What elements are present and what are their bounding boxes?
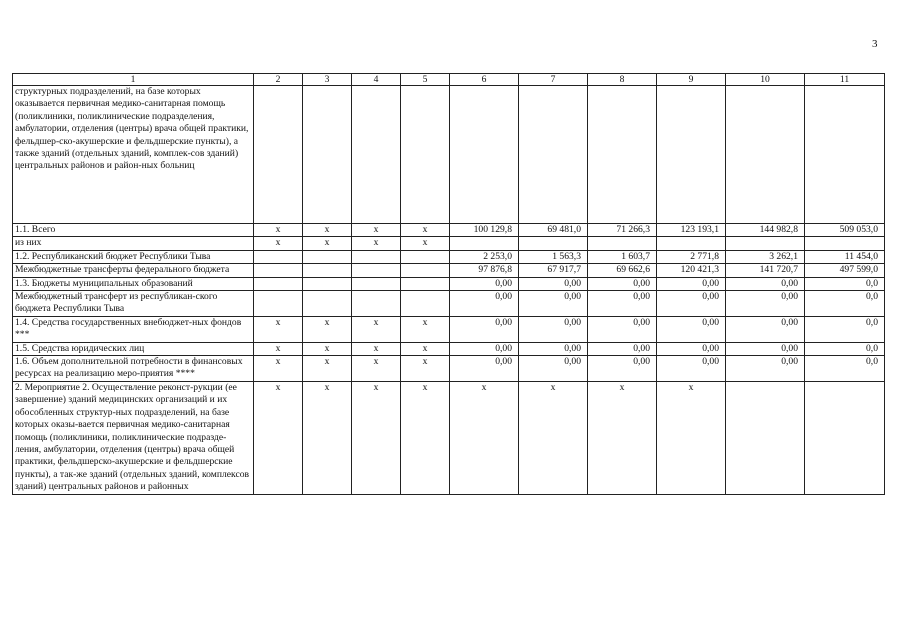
table-cell: х (450, 381, 519, 494)
table-cell: х (303, 342, 352, 355)
table-cell: 0,00 (657, 356, 726, 382)
table-cell: 0,00 (657, 316, 726, 342)
table-cell: х (303, 356, 352, 382)
table-cell: 0,00 (726, 316, 805, 342)
table-cell: х (657, 381, 726, 494)
table-cell: х (352, 224, 401, 237)
table-cell (588, 237, 657, 250)
column-header: 7 (519, 74, 588, 86)
table-cell (352, 264, 401, 277)
table-cell (303, 250, 352, 263)
table-cell: 0,00 (519, 277, 588, 290)
table-cell: х (303, 224, 352, 237)
table-cell: 1 603,7 (588, 250, 657, 263)
table-cell: 0,0 (805, 277, 885, 290)
table-cell (254, 277, 303, 290)
table-cell: 11 454,0 (805, 250, 885, 263)
budget-table (12, 73, 885, 495)
table-cell (588, 86, 657, 224)
table-row (13, 356, 885, 382)
table-cell: 0,00 (588, 291, 657, 317)
column-header: 1 (13, 74, 254, 86)
table-cell: 141 720,7 (726, 264, 805, 277)
table-cell: х (401, 356, 450, 382)
column-number-row (13, 74, 885, 86)
table-cell: 3 262,1 (726, 250, 805, 263)
table-cell: х (254, 237, 303, 250)
table-cell: 0,00 (450, 316, 519, 342)
table-cell: 67 917,7 (519, 264, 588, 277)
table-cell: х (401, 237, 450, 250)
table-cell: 71 266,3 (588, 224, 657, 237)
row-label: 1.1. Всего (13, 224, 254, 237)
table-cell: 0,00 (657, 277, 726, 290)
table-cell: х (352, 356, 401, 382)
table-cell: 0,00 (726, 277, 805, 290)
table-cell: 0,00 (726, 342, 805, 355)
row-label: из них (13, 237, 254, 250)
table-cell (352, 277, 401, 290)
table-cell: 2 771,8 (657, 250, 726, 263)
table-row (13, 86, 885, 224)
table-cell (254, 264, 303, 277)
table-cell (805, 381, 885, 494)
page-number: 3 (872, 38, 878, 50)
column-header: 2 (254, 74, 303, 86)
table-cell: 0,00 (519, 356, 588, 382)
table-cell: х (254, 381, 303, 494)
column-header: 4 (352, 74, 401, 86)
table-cell: 0,00 (450, 342, 519, 355)
table-row (13, 264, 885, 277)
table-cell (401, 277, 450, 290)
table-cell: 0,0 (805, 342, 885, 355)
column-header: 9 (657, 74, 726, 86)
row-label: 1.5. Средства юридических лиц (13, 342, 254, 355)
table-cell: х (401, 381, 450, 494)
table-row (13, 316, 885, 342)
column-header: 5 (401, 74, 450, 86)
table-cell: 0,00 (657, 291, 726, 317)
table-cell (726, 381, 805, 494)
table-cell (303, 291, 352, 317)
table-cell (303, 264, 352, 277)
table-cell: 0,0 (805, 291, 885, 317)
column-header: 8 (588, 74, 657, 86)
table-cell: х (352, 237, 401, 250)
table-cell (657, 237, 726, 250)
table-cell: 0,0 (805, 356, 885, 382)
row-label: 1.6. Объем дополнительной потребности в финансовых ресурсах на реализацию меро-приятия **** (13, 356, 254, 382)
table-cell: х (519, 381, 588, 494)
table-cell (352, 291, 401, 317)
column-header: 3 (303, 74, 352, 86)
table-cell: х (352, 342, 401, 355)
table-cell (726, 237, 805, 250)
table-cell: 69 662,6 (588, 264, 657, 277)
table-cell: 0,00 (519, 316, 588, 342)
table-row (13, 291, 885, 317)
table-cell (352, 86, 401, 224)
table-cell (401, 250, 450, 263)
table-cell: 97 876,8 (450, 264, 519, 277)
row-label: 1.3. Бюджеты муниципальных образований (13, 277, 254, 290)
table-cell: х (588, 381, 657, 494)
table-cell (401, 264, 450, 277)
table-cell (352, 250, 401, 263)
row-label: Межбюджетные трансферты федерального бюджета (13, 264, 254, 277)
row-label: 2. Мероприятие 2. Осуществление реконст-рукции (ее завершение) зданий медицинских организаций и их обособленных структур-ных подразделений, на базе которых оказы-вается первичная медико-санитарная помощь (поликлиники, поликлинические подразде-ления, амбулатории, отделения (центры) врача общей практики, фельдшерско-акушерские и фельдшерские пункты), а так-же зданий (отдельных зданий, комплексов зданий) центральных районов и районных (13, 381, 254, 494)
table-cell: 100 129,8 (450, 224, 519, 237)
table-cell: 123 193,1 (657, 224, 726, 237)
table-cell: 0,00 (519, 342, 588, 355)
table-cell: 0,00 (588, 316, 657, 342)
table-cell (657, 86, 726, 224)
table-cell: х (254, 316, 303, 342)
table-cell: 509 053,0 (805, 224, 885, 237)
table-cell: х (401, 224, 450, 237)
table-cell: х (303, 381, 352, 494)
table-cell: х (401, 342, 450, 355)
table-row (13, 250, 885, 263)
table-cell (519, 86, 588, 224)
column-header: 11 (805, 74, 885, 86)
table-cell: 0,00 (519, 291, 588, 317)
table-row (13, 342, 885, 355)
table-cell: х (254, 224, 303, 237)
row-label: 1.4. Средства государственных внебюджет-ных фондов *** (13, 316, 254, 342)
table-cell: 144 982,8 (726, 224, 805, 237)
table-cell (401, 291, 450, 317)
table-row (13, 237, 885, 250)
table-cell: 0,0 (805, 316, 885, 342)
table-row (13, 224, 885, 237)
column-header: 10 (726, 74, 805, 86)
table-cell (254, 291, 303, 317)
table-cell: 0,00 (450, 277, 519, 290)
table-cell: 69 481,0 (519, 224, 588, 237)
table-cell: х (303, 316, 352, 342)
table-cell (450, 86, 519, 224)
table-cell: 2 253,0 (450, 250, 519, 263)
table-cell (805, 237, 885, 250)
table-cell: 0,00 (450, 356, 519, 382)
table-cell (726, 86, 805, 224)
table-cell: 0,00 (726, 291, 805, 317)
row-label: структурных подразделений, на базе которых оказывается первичная медико-санитарная помощь (поликлиники, поликлинические подразделения, амбулатории, отделения (центры) врача общей практики, фельдшер-ско-акушерские и фельдшерские пункты), а также зданий (отдельных зданий, комплек-сов зданий) центральных районов и район-ных больниц (13, 86, 254, 224)
table-cell: х (401, 316, 450, 342)
table-cell: 497 599,0 (805, 264, 885, 277)
table-cell: х (254, 342, 303, 355)
table-cell: 0,00 (450, 291, 519, 317)
table-cell: 0,00 (726, 356, 805, 382)
table-cell (254, 250, 303, 263)
table-cell: х (352, 381, 401, 494)
column-header: 6 (450, 74, 519, 86)
table-row (13, 381, 885, 494)
table-cell: х (303, 237, 352, 250)
table-cell (254, 86, 303, 224)
table-cell: х (254, 356, 303, 382)
table-cell (519, 237, 588, 250)
row-label: 1.2. Республиканский бюджет Республики Тыва (13, 250, 254, 263)
table-cell: 120 421,3 (657, 264, 726, 277)
table-cell: 0,00 (657, 342, 726, 355)
table-cell (450, 237, 519, 250)
row-label: Межбюджетный трансферт из республикан-ского бюджета Республики Тыва (13, 291, 254, 317)
table-cell: 1 563,3 (519, 250, 588, 263)
table-cell: 0,00 (588, 277, 657, 290)
table-row (13, 277, 885, 290)
table-cell: 0,00 (588, 356, 657, 382)
table-cell (805, 86, 885, 224)
table-cell: 0,00 (588, 342, 657, 355)
table-cell (303, 277, 352, 290)
table-cell: х (352, 316, 401, 342)
table-cell (401, 86, 450, 224)
table-cell (303, 86, 352, 224)
